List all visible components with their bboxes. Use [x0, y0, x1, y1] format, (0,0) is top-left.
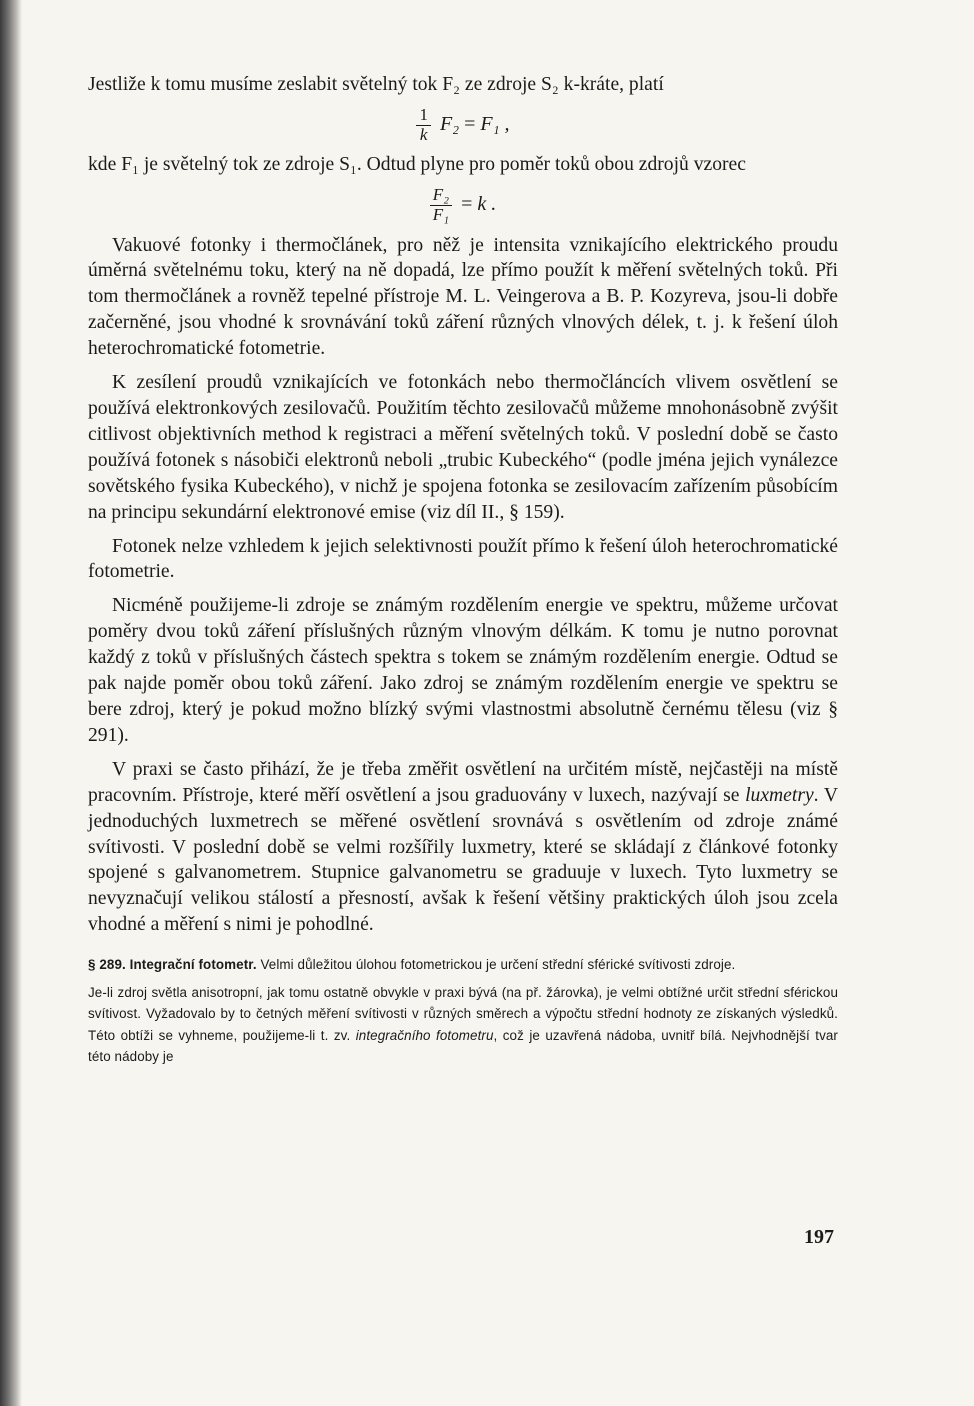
section-title: Integrační fotometr.: [129, 957, 257, 973]
paragraph-selectivity: Fotonek nelze vzhledem k jejich selektivnosti použít přímo k řešení úloh heterochromatické fotometrie.: [88, 535, 838, 583]
text-segment: Je-li zdroj světla anisotropní, jak tomu ostatně obvykle v praxi bývá (na př. žárovka), je velmi obtížné určit střední sférickou svítivost. Vyžadovalo by to četných měření svítivosti v různých směrech a výpočtu střední hodnoty ze získaných výsledků. Této obtíži se vyhneme, použijeme-li t. zv.: [88, 984, 838, 1043]
page-body: [88, 72, 838, 1074]
section-289: [88, 954, 838, 976]
fraction-one-over-k: [416, 106, 431, 144]
formula-rhs: k .: [477, 192, 497, 215]
text-segment: , což je uzavřená nádoba, uvnitř bílá. Nejvhodnější tvar této nádoby je: [88, 1027, 838, 1065]
formula-equals: =: [461, 192, 473, 215]
page-gutter-shadow: [0, 0, 22, 1406]
text-segment: V praxi se často přihází, že je třeba změřit osvětlení na určitém místě, nejčastěji na místě pracovním. Přístroje, které měří osvětlení a jsou graduovány v luxech, nazývají se: [88, 758, 838, 806]
fraction-f2-over-f1: [430, 186, 452, 224]
formula-lhs-variable: F₂: [439, 112, 460, 135]
formula-flux-ratio: [88, 186, 838, 224]
paragraph-amplifiers: K zesílení proudů vznikajících ve fotonkách nebo thermočláncích vlivem osvětlení se používá elektronkových zesilovačů. Použitím těchto zesilovačů můžeme mnohonásobně zvýšit citlivost objektivních method k registraci a měření světelných toků. V poslední době se často používá fotonek s násobiči elektronů neboli „trubic Kubeckého“ (podle jména jejich vynálezce sovětského fysika Kubeckého), v nichž je spojena fotonka se zesilovacím zařízením působícím na principu sekundární elektronové emise (viz díl II., § 159).: [88, 372, 838, 523]
section-intro-text: Velmi důležitou úlohou fotometrickou je určení střední sférické svítivosti zdroje.: [256, 957, 736, 973]
formula-equals: =: [464, 112, 476, 135]
term-luxmetry: luxmetry: [745, 784, 814, 806]
text-segment: . V jednoduchých luxmetrech se měřené osvětlení srovnává s osvětlením od zdroje známé svítivosti. V poslední době se velmi rozšířily luxmetry, které se skládají z článkové fotonky spojené s galvanometrem. Stupnice galvanometru se graduuje v luxech. Tyto luxmetry se nevyznačují velikou stálostí a přesností, avšak k řešení většiny praktických úloh jsou zcela vhodné a měření s nimi je pohodlné.: [88, 784, 839, 936]
paragraph-vacuum-photocells: Vakuové fotonky i thermočlánek, pro něž je intensita vznikajícího elektrického proudu úměrná světelnému toku, který na ně dopadá, lze přímo použít k měření světelných toků. Při tom thermočlánek a rovněž tepelné přístroje M. L. Veingerova a B. P. Kozyreva, jsou-li dobře začerněné, jsou vhodné k srovnávání toků záření různých vlnových délek, t. j. k řešení úloh heterochromatické fotometrie.: [88, 234, 838, 360]
paragraph-known-spectrum: Nicméně použijeme-li zdroje se známým rozdělením energie ve spektru, můžeme určovat poměry dvou toků záření příslušných různým vlnovým délkám. K tomu je nutno porovnat každý z toků v příslušných částech spektra s tokem se známým rozdělením energie. Odtud se pak najde poměr obou toků záření. Jako zdroj se známým rozdělením energie ve spektru se bere zdroj, který je pokud možno blízký svými vlastnostmi absolutně černému tělesu (viz § 291).: [88, 595, 838, 746]
fraction-denominator: F₁: [432, 204, 450, 224]
formula-attenuation: [88, 106, 838, 144]
formula-rhs: F₁ ,: [480, 112, 510, 135]
term-integracniho-fotometru: integračního fotometru: [355, 1027, 494, 1043]
paragraph-intro: Jestliže k tomu musíme zeslabit světelný tok F₂ ze zdroje S₂ k-kráte, platí: [88, 74, 664, 95]
fraction-denominator: k: [419, 124, 428, 144]
paragraph-luxmeters: [88, 757, 838, 938]
paragraph-flux-definition: kde F₁ je světelný tok ze zdroje S₁. Odtud plyne pro poměr toků obou zdrojů vzorec: [88, 154, 746, 176]
fraction-numerator: F₂: [430, 186, 452, 206]
paragraph-integrating-photometer: [88, 982, 838, 1068]
page-number: 197: [804, 1226, 834, 1248]
section-number: § 289.: [88, 957, 126, 973]
fraction-numerator: 1: [416, 106, 431, 126]
